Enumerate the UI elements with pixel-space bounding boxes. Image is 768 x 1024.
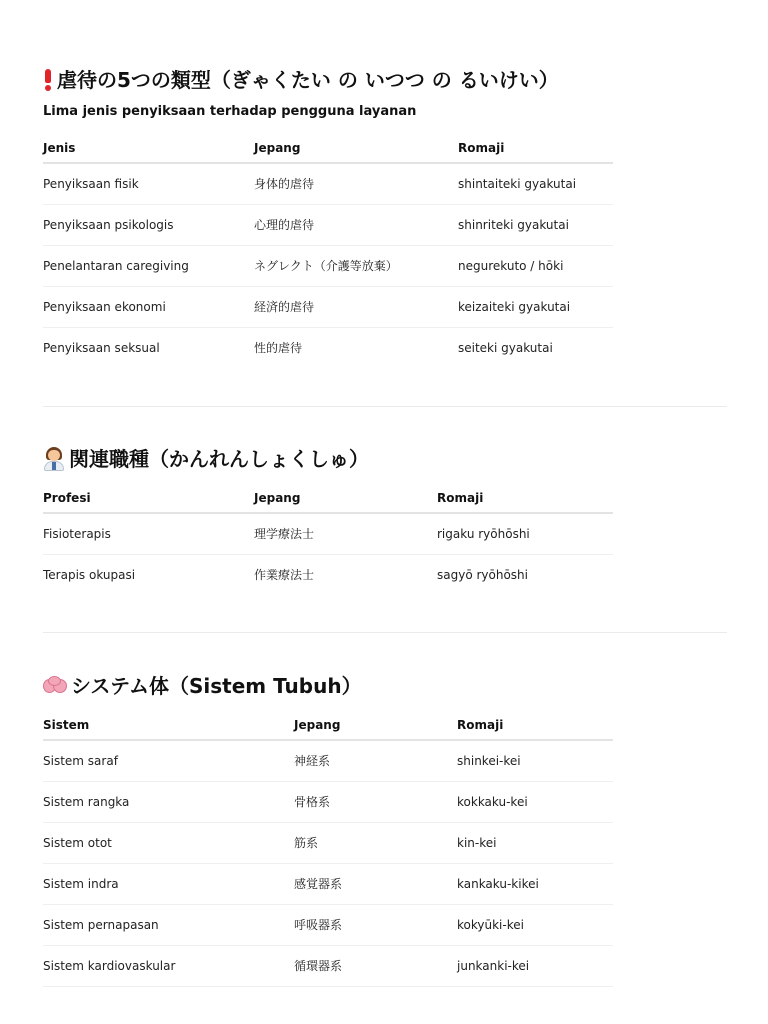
table-row <box>43 904 613 945</box>
table-cell: kankaku-kikei <box>457 863 613 904</box>
table-cell: sagyō ryōhōshi <box>437 567 528 582</box>
table-cell: keizaiteki gyakutai <box>458 286 613 327</box>
abuse-section-title <box>43 66 727 94</box>
table-header-row <box>43 133 613 163</box>
column-header: Romaji <box>458 133 613 163</box>
table-row <box>43 245 613 286</box>
table-row <box>43 327 613 368</box>
table-row <box>43 513 613 554</box>
table-cell: 骨格系 <box>294 781 457 822</box>
professions-table <box>43 483 613 595</box>
professions-section-title <box>43 445 727 473</box>
column-header: Profesi <box>43 483 254 513</box>
column-header: Jepang <box>294 710 457 740</box>
table-cell: Fisioterapis <box>43 513 254 554</box>
abuse-section <box>43 66 727 368</box>
table-cell: 性的虐待 <box>254 341 303 356</box>
table-cell: Sistem indra <box>43 863 294 904</box>
table-cell: kin-kei <box>457 822 613 863</box>
table-cell: 理学療法士 <box>254 513 437 554</box>
table-row <box>43 822 613 863</box>
health-worker-icon <box>43 447 65 471</box>
exclamation-icon <box>43 69 53 91</box>
table-cell: shinkei-kei <box>457 740 613 781</box>
column-header: Romaji <box>437 483 613 513</box>
abuse-table <box>43 133 613 368</box>
table-row <box>43 781 613 822</box>
table-cell: shinriteki gyakutai <box>458 204 613 245</box>
section-divider <box>43 632 727 633</box>
table-cell: negurekuto / hōki <box>458 245 613 286</box>
table-row <box>43 740 613 781</box>
table-cell: 筋系 <box>294 822 457 863</box>
table-cell: Terapis okupasi <box>43 567 136 582</box>
table-cell: 心理的虐待 <box>254 204 458 245</box>
professions-title-text: 関連職種（かんれんしょくしゅ） <box>69 447 369 471</box>
abuse-subtitle: Lima jenis penyiksaan terhadap pengguna layanan <box>43 104 417 119</box>
table-cell: kokyūki-kei <box>457 904 613 945</box>
table-header-row <box>43 710 613 740</box>
table-cell: kokkaku-kei <box>457 781 613 822</box>
column-header: Jenis <box>43 133 254 163</box>
systems-table <box>43 710 613 987</box>
systems-section <box>43 672 727 987</box>
table-cell: Penyiksaan fisik <box>43 163 254 204</box>
table-cell: 神経系 <box>294 740 457 781</box>
table-cell: ネグレクト（介護等放棄） <box>254 245 458 286</box>
table-cell: Sistem rangka <box>43 781 294 822</box>
brain-icon <box>43 676 67 696</box>
table-cell: 作業療法士 <box>254 568 315 583</box>
column-header: Romaji <box>457 710 613 740</box>
table-cell: shintaiteki gyakutai <box>458 163 613 204</box>
table-row <box>43 554 613 595</box>
table-cell: Sistem otot <box>43 822 294 863</box>
section-divider <box>43 406 727 407</box>
table-row <box>43 204 613 245</box>
table-row <box>43 163 613 204</box>
table-cell: Penyiksaan psikologis <box>43 204 254 245</box>
column-header: Sistem <box>43 710 294 740</box>
abuse-title-text: 虐待の5つの類型（ぎゃくたい の いつつ の るいけい） <box>57 68 559 92</box>
systems-title-text: システム体（Sistem Tubuh） <box>71 674 362 698</box>
table-cell: 経済的虐待 <box>254 286 458 327</box>
table-cell: 感覚器系 <box>294 863 457 904</box>
table-header-row <box>43 483 613 513</box>
table-row <box>43 286 613 327</box>
table-cell: Penyiksaan seksual <box>43 340 160 355</box>
table-cell: junkanki-kei <box>457 945 613 986</box>
table-cell: 循環器系 <box>294 945 457 986</box>
column-header: Jepang <box>254 483 437 513</box>
table-row <box>43 863 613 904</box>
table-cell: seiteki gyakutai <box>458 340 553 355</box>
table-row <box>43 945 613 986</box>
table-cell: 呼吸器系 <box>294 904 457 945</box>
table-cell: 身体的虐待 <box>254 163 458 204</box>
table-cell: rigaku ryōhōshi <box>437 513 613 554</box>
table-cell: Sistem pernapasan <box>43 904 294 945</box>
table-cell: Penelantaran caregiving <box>43 245 254 286</box>
table-cell: Sistem kardiovaskular <box>43 945 294 986</box>
professions-section <box>43 445 727 595</box>
table-cell: Penyiksaan ekonomi <box>43 286 254 327</box>
column-header: Jepang <box>254 133 458 163</box>
table-cell: Sistem saraf <box>43 740 294 781</box>
systems-section-title <box>43 672 727 700</box>
